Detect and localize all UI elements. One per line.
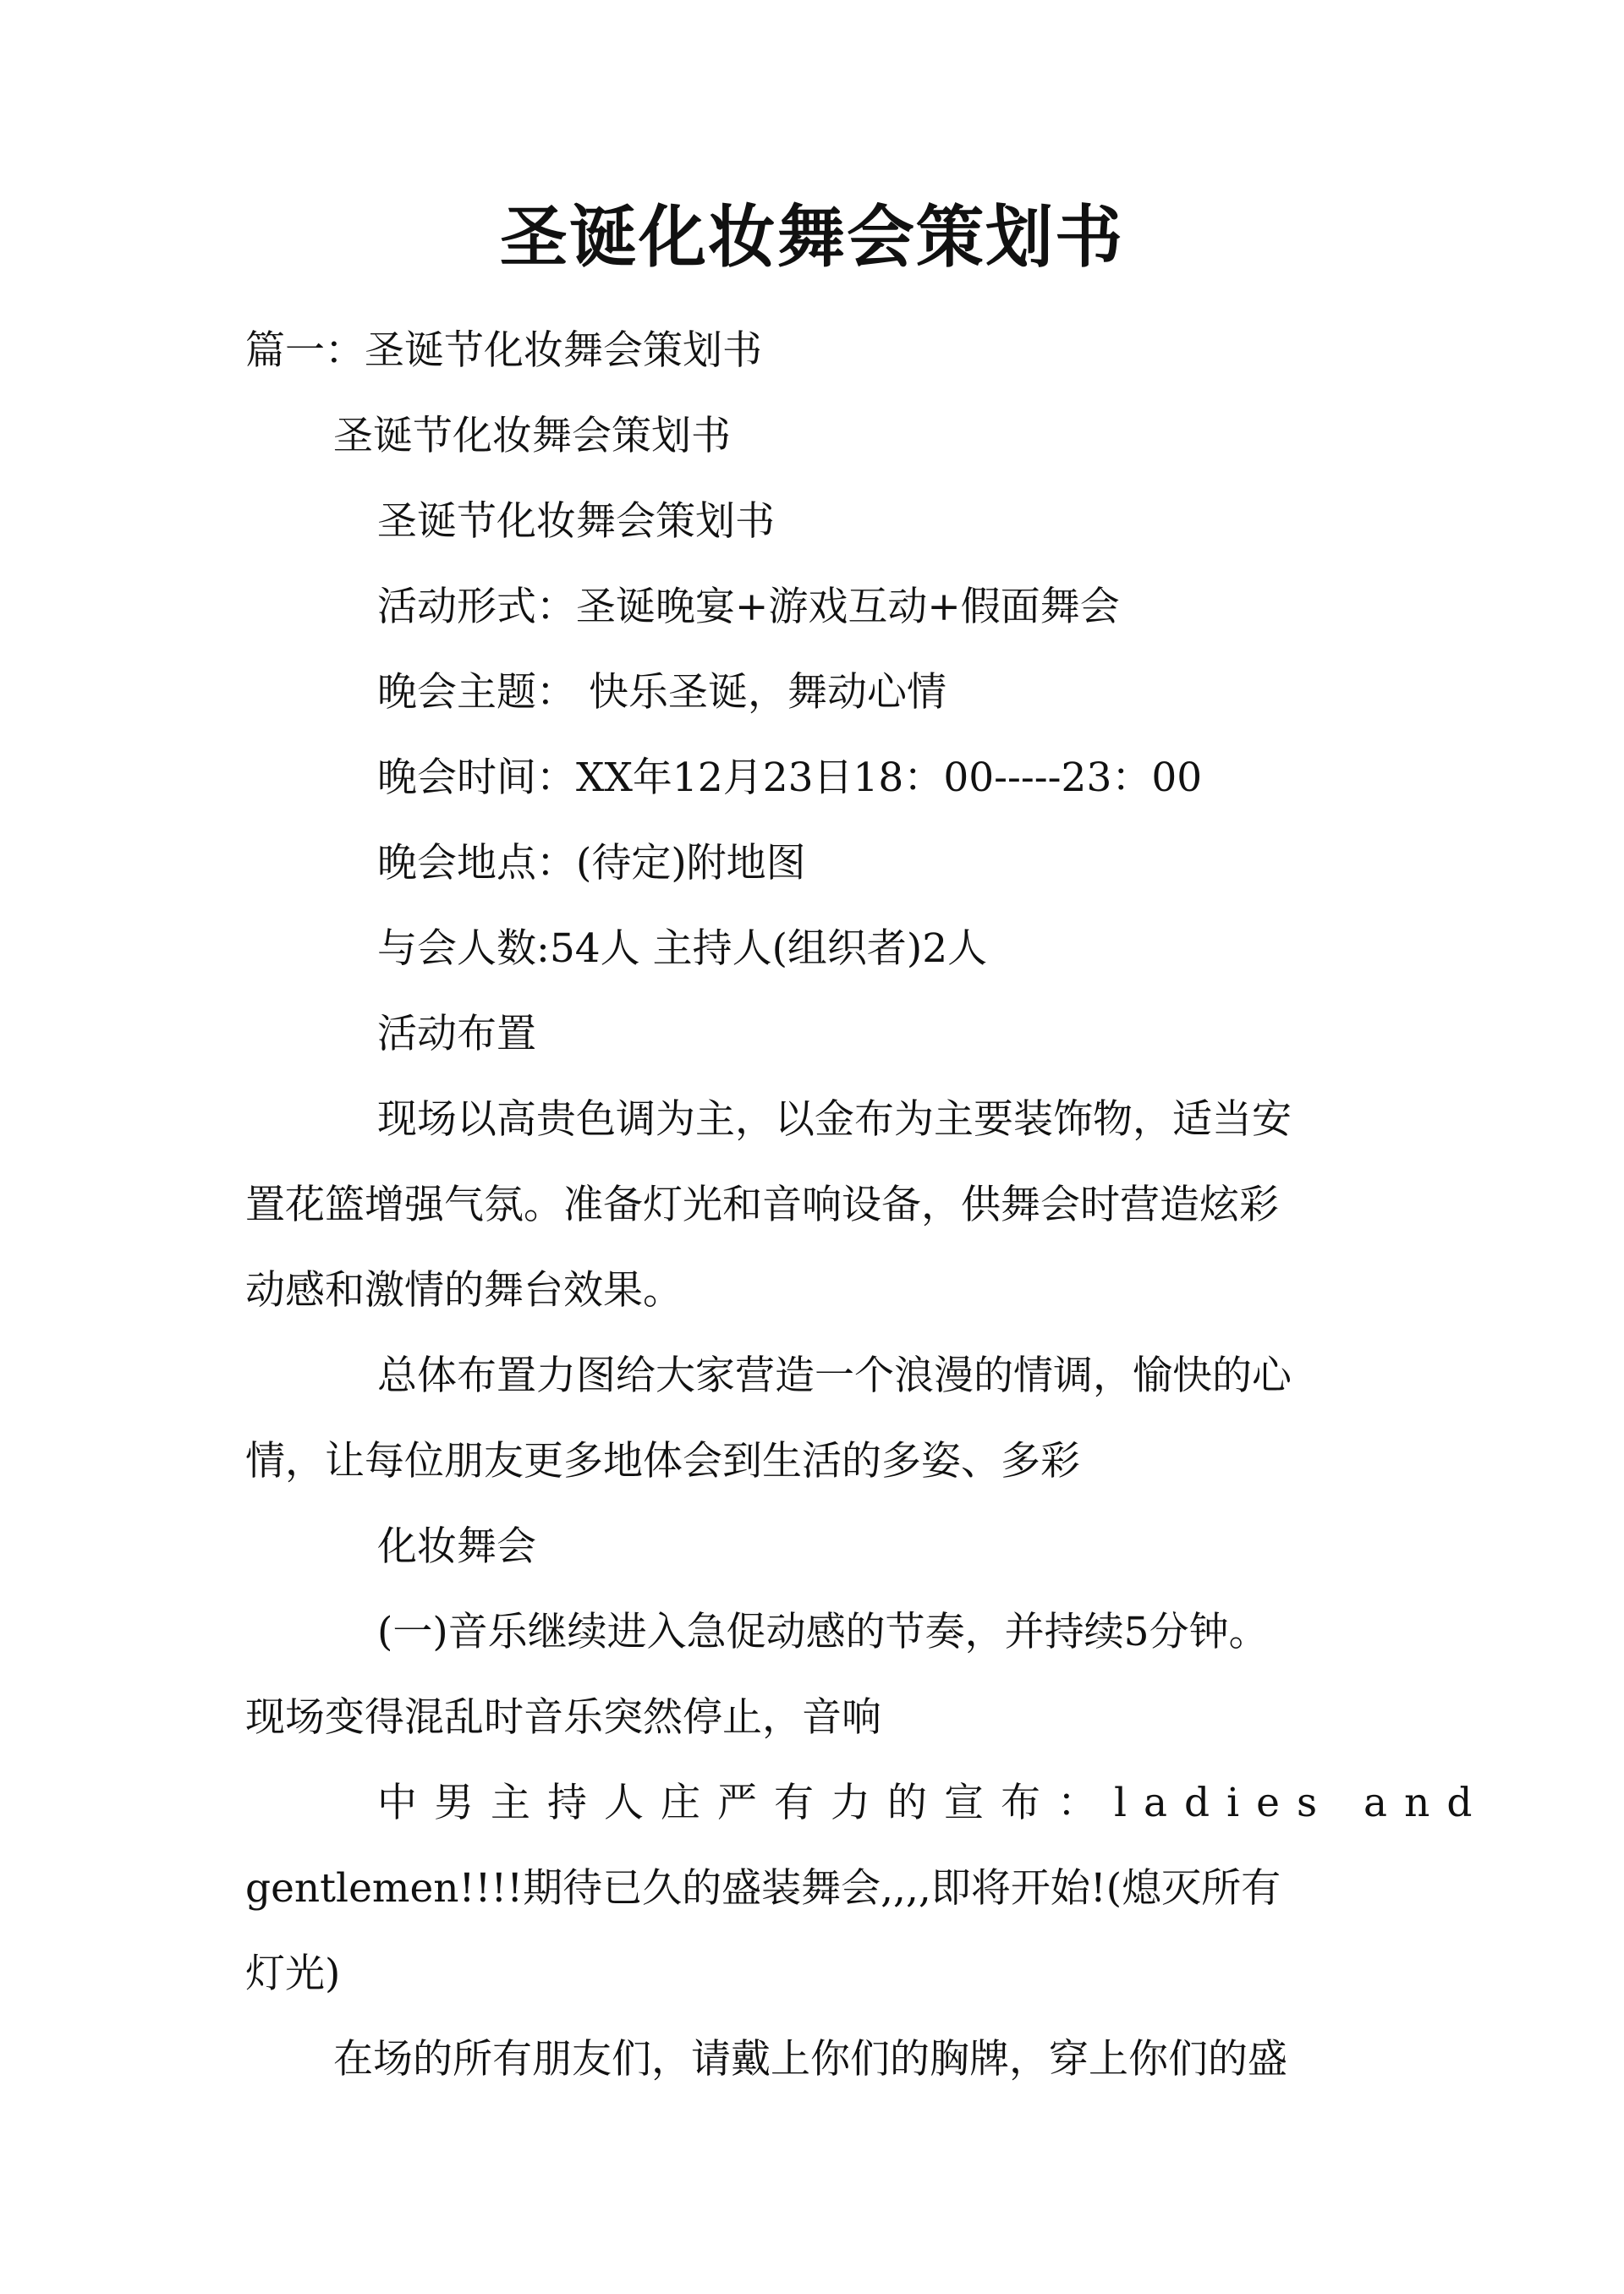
subheading: 圣诞节化妆舞会策划书 [333,413,731,459]
paragraph-line: 晚会主题： 快乐圣诞，舞动心情 [377,669,946,716]
paragraph-heading: 活动布置 [377,1011,536,1057]
paragraph-line: 中男主持人庄严有力的宣布：ladies and [377,1780,1490,1826]
paragraph-line: 活动形式：圣诞晚宴+游戏互动+假面舞会 [377,584,1120,630]
paragraph-line: 现场以高贵色调为主，以金布为主要装饰物，适当安 [377,1096,1292,1143]
paragraph-line: 在场的所有朋友们，请戴上你们的胸牌，穿上你们的盛 [333,2036,1287,2083]
paragraph-line: 情，让每位朋友更多地体会到生活的多姿、多彩 [245,1438,1080,1485]
paragraph-line: 总体布置力图给大家营造一个浪漫的情调，愉快的心 [377,1353,1292,1399]
paragraph-line: gentlemen!!!!期待已久的盛装舞会,,,,即将开始!(熄灭所有 [245,1865,1281,1912]
paragraph-line: 晚会地点：(待定)附地图 [377,840,806,886]
paragraph-heading: 化妆舞会 [377,1523,536,1570]
document-title: 圣诞化妆舞会策划书 [500,197,1124,277]
paragraph-line: 与会人数:54人 主持人(组织者)2人 [377,925,988,972]
paragraph-line: 置花篮增强气氛。准备灯光和音响设备，供舞会时营造炫彩 [245,1182,1279,1228]
paragraph-line: 灯光) [245,1951,341,1997]
paragraph-line: 现场变得混乱时音乐突然停止，音响 [245,1694,881,1741]
paragraph-line: 动感和激情的舞台效果。 [245,1267,683,1314]
section-heading: 篇一：圣诞节化妆舞会策划书 [245,327,762,374]
subheading: 圣诞节化妆舞会策划书 [377,498,775,545]
paragraph-line: (一)音乐继续进入急促动感的节奏，并持续5分钟。 [377,1609,1269,1655]
paragraph-line: 晚会时间：XX年12月23日18：00-----23：00 [377,755,1203,801]
